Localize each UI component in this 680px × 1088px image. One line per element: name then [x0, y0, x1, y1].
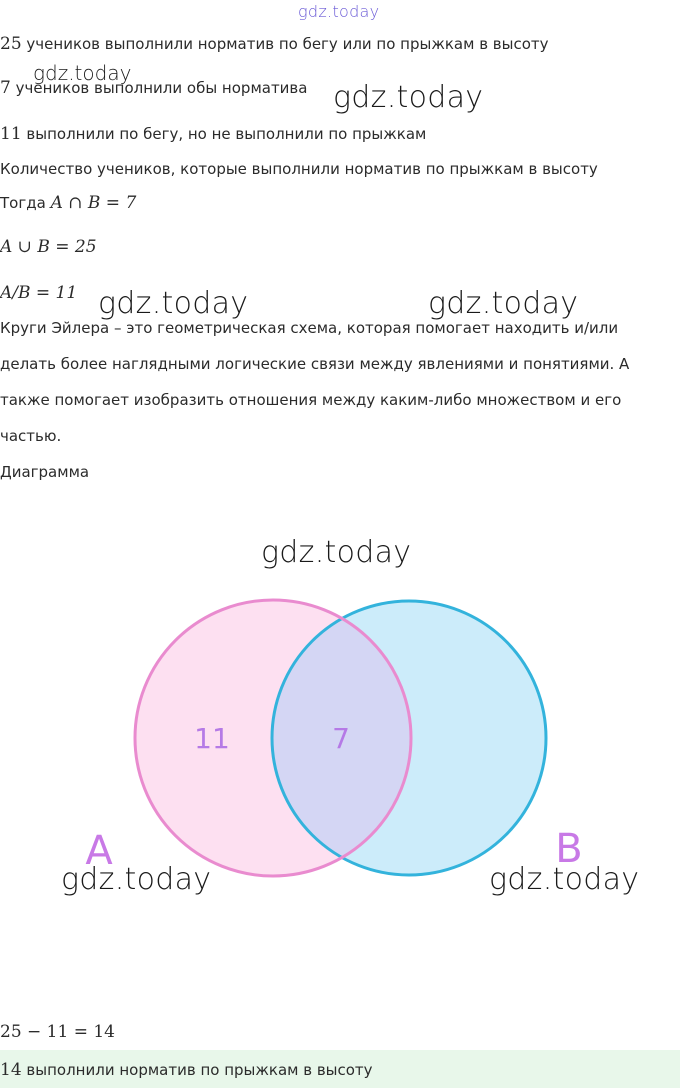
line2-number: 7 — [0, 78, 11, 98]
watermark: gdz.today — [428, 286, 579, 321]
intersection-value: 7 — [332, 722, 350, 755]
text-line-4 — [0, 159, 680, 179]
set-a-label: A — [85, 828, 113, 874]
watermark: gdz.today — [61, 862, 212, 897]
only-a-value: 11 — [194, 722, 230, 755]
line5-prefix: Тогда — [0, 194, 46, 212]
result-number: 14 — [0, 1060, 22, 1080]
line3-text: выполнили по бегу, но не выполнили по прыжкам — [26, 125, 427, 143]
bottom-equation: 25 − 11 = 14 — [0, 1022, 115, 1042]
result-text: выполнили норматив по прыжкам в высоту — [26, 1061, 373, 1079]
watermark: gdz.today — [333, 80, 484, 115]
watermark: gdz.today — [98, 286, 249, 321]
watermark: gdz.today — [489, 862, 640, 897]
line7-math: A/B = 11 — [0, 283, 78, 303]
text-line-5 — [0, 193, 680, 213]
line1-number: 25 — [0, 34, 22, 54]
line1-text: учеников выполнили норматив по бегу или по прыжкам в высоту — [26, 35, 549, 53]
euler-paragraph: Круги Эйлера – это геометрическая схема, которая помогает находить и/или делать более наглядными логические связи между явлениями и понятиями. А также помогает изобразить отношения между каким-либо множеством и его частью. — [0, 319, 630, 445]
line3-number: 11 — [0, 124, 22, 144]
watermark-top: gdz.today — [298, 2, 380, 21]
line6-math: A ∪ B = 25 — [0, 237, 97, 257]
watermark: gdz.today — [33, 61, 132, 85]
watermark: gdz.today — [261, 535, 412, 570]
result-line — [0, 1060, 680, 1080]
text-line-3 — [0, 124, 680, 144]
diagram-label — [0, 462, 680, 482]
text-line-1 — [0, 34, 680, 54]
line5-math: A ∩ B = 7 — [50, 193, 137, 213]
set-b-label: B — [555, 826, 583, 872]
line4-text: Количество учеников, которые выполнили норматив по прыжкам в высоту — [0, 160, 598, 178]
line2-text: учеников выполнили обы норматива — [15, 79, 308, 97]
diagram-label-text: Диаграмма — [0, 463, 90, 481]
text-line-6 — [0, 237, 680, 257]
bottom-equation-line — [0, 1022, 680, 1042]
